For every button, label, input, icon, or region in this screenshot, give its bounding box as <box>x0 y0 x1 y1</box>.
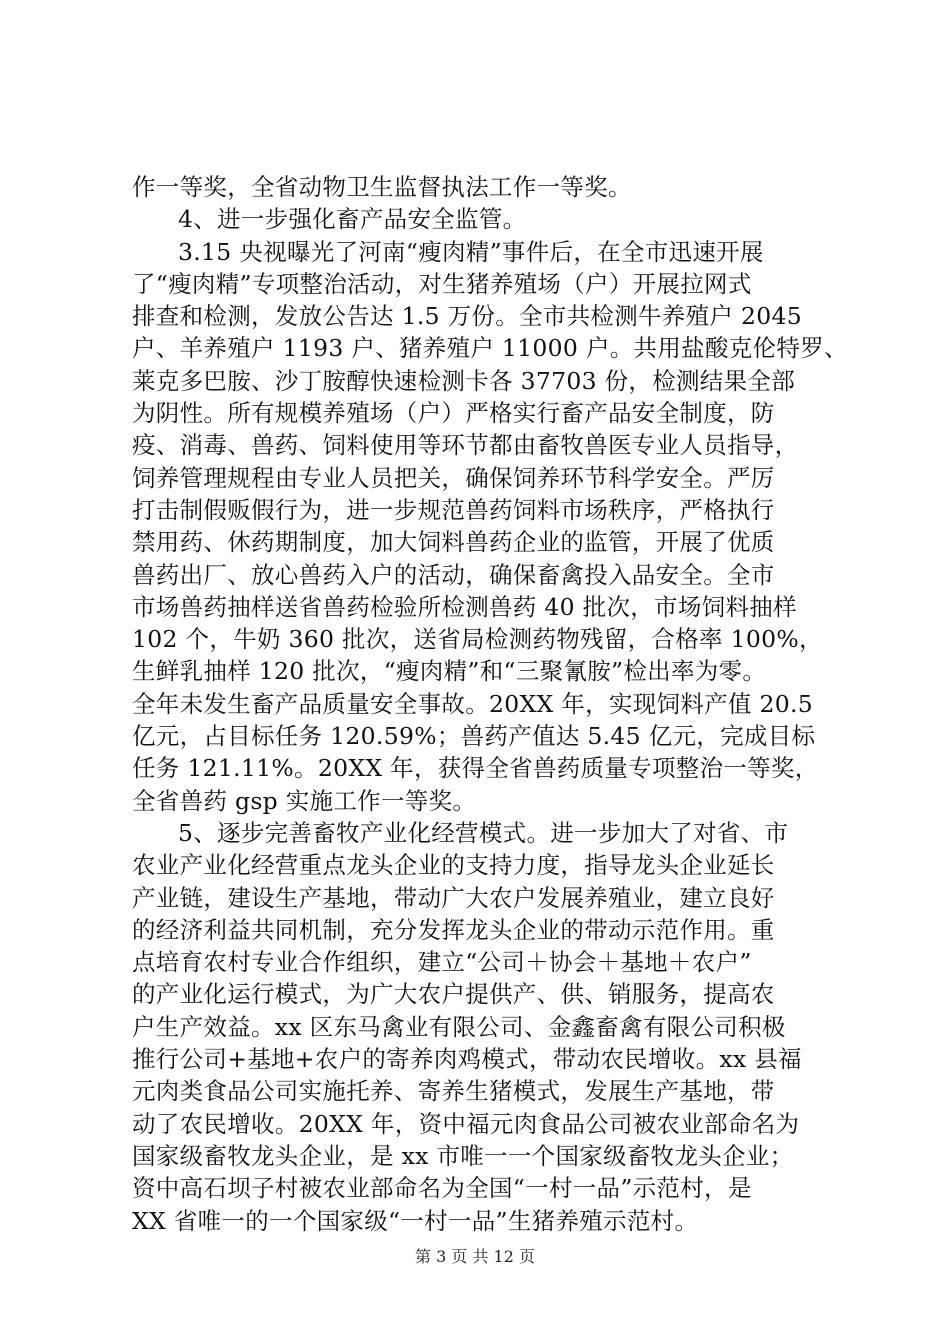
paragraph-line: 任务 121.11%。20XX 年，获得全省兽药质量专项整治一等奖， <box>132 754 819 783</box>
paragraph-line: 禁用药、休药期制度，加大饲料兽药企业的监管，开展了优质 <box>132 528 775 557</box>
paragraph-first-line: 4、进一步强化畜产品安全监管。 <box>178 205 527 234</box>
paragraph-line: 全年未发生畜产品质量安全事故。20XX 年，实现饲料产值 20.5 <box>132 689 814 718</box>
paragraph-first-line: 3.15 央视曝光了河南“瘦肉精”事件后，在全市迅速开展 <box>178 237 764 266</box>
paragraph-line: 资中高石坝子村被农业部命名为全国“一村一品”示范村，是 <box>132 1174 752 1203</box>
paragraph-line: 全省兽药 gsp 实施工作一等奖。 <box>132 786 477 815</box>
paragraph-line: 动了农民增收。20XX 年，资中福元肉食品公司被农业部命名为 <box>132 1109 800 1138</box>
paragraph-line: 的经济利益共同机制，充分发挥龙头企业的带动示范作用。重 <box>132 915 775 944</box>
paragraph-line: 推行公司+基地+农户的寄养肉鸡模式，带动农民增收。xx 县福 <box>132 1045 802 1074</box>
paragraph-line: 饲养管理规程由专业人员把关，确保饲养环节科学安全。严厉 <box>132 463 775 492</box>
paragraph-line: 元肉类食品公司实施托养、寄养生猪模式，发展生产基地，带 <box>132 1077 775 1106</box>
paragraph-first-line: 5、逐步完善畜牧产业化经营模式。进一步加大了对省、市 <box>178 818 789 847</box>
paragraph-line: 产业链，建设生产基地，带动广大农户发展养殖业，建立良好 <box>132 883 775 912</box>
paragraph-line: 兽药出厂、放心兽药入户的活动，确保畜禽投入品安全。全市 <box>132 560 775 589</box>
paragraph-line: 点培育农村专业合作组织，建立“公司＋协会＋基地＋农户” <box>132 948 752 977</box>
paragraph-line: 生鲜乳抽样 120 批次，“瘦肉精”和“三聚氰胺”检出率为零。 <box>132 657 767 686</box>
paragraph-line: 亿元，占目标任务 120.59%；兽药产值达 5.45 亿元，完成目标 <box>132 722 816 751</box>
paragraph-line: 市场兽药抽样送省兽药检验所检测兽药 40 批次，市场饲料抽样 <box>132 592 797 621</box>
paragraph-line: 排查和检测，发放公告达 1.5 万份。全市共检测牛养殖户 2045 <box>132 302 802 331</box>
paragraph-line: 疫、消毒、兽药、饲料使用等环节都由畜牧兽医专业人员指导， <box>132 431 799 460</box>
paragraph-line: 农业产业化经营重点龙头企业的支持力度，指导龙头企业延长 <box>132 851 775 880</box>
paragraph-line: 国家级畜牧龙头企业，是 xx 市唯一一个国家级畜牧龙头企业； <box>132 1141 794 1170</box>
paragraph-line: 打击制假贩假行为，进一步规范兽药饲料市场秩序，严格执行 <box>132 495 775 524</box>
paragraph-line: 作一等奖，全省动物卫生监督执法工作一等奖。 <box>132 173 632 201</box>
paragraph-line: 的产业化运行模式，为广大农户提供产、供、销服务，提高农 <box>132 980 775 1009</box>
paragraph-line: 户生产效益。xx 区东马禽业有限公司、金鑫畜禽有限公司积极 <box>132 1012 786 1041</box>
paragraph-line: 户、羊养殖户 1193 户、猪养殖户 11000 户。共用盐酸克伦特罗、 <box>132 334 848 363</box>
paragraph-line: 102 个，牛奶 360 批次，送省局检测药物残留，合格率 100%， <box>132 625 823 654</box>
paragraph-line: 为阴性。所有规模养殖场（户）严格实行畜产品安全制度，防 <box>132 399 775 428</box>
paragraph-line: 了“瘦肉精”专项整治活动，对生猪养殖场（户）开展拉网式 <box>132 269 752 298</box>
paragraph-line: XX 省唯一的一个国家级“一村一品”生猪养殖示范村。 <box>132 1206 699 1235</box>
page-number-label: 第 3 页 共 12 页 <box>415 1247 535 1266</box>
page-footer <box>0 1244 950 1267</box>
document-body <box>132 171 848 1237</box>
paragraph-line: 莱克多巴胺、沙丁胺醇快速检测卡各 37703 份，检测结果全部 <box>132 366 795 395</box>
